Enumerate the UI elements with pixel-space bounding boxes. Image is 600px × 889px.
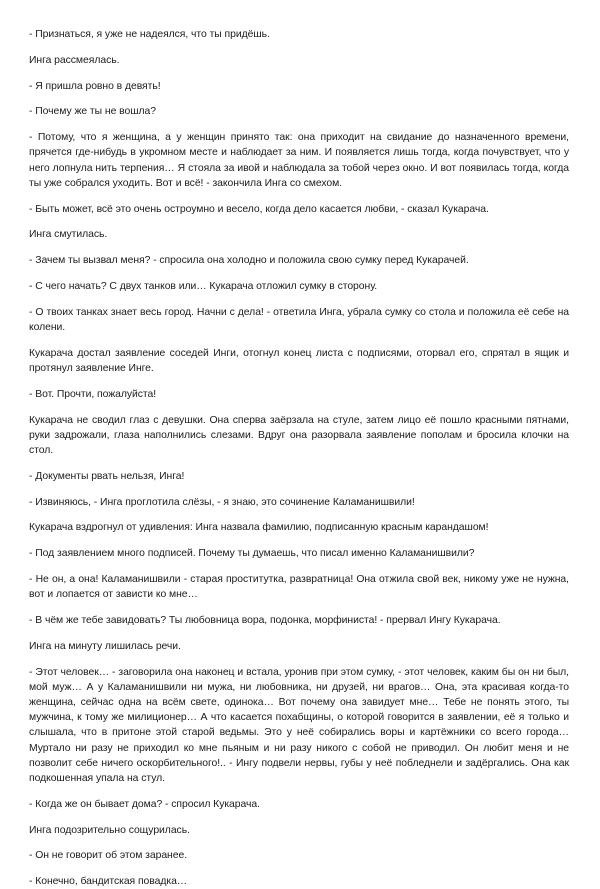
paragraph: Кукарача не сводил глаз с девушки. Она сперва заёрзала на стуле, затем лицо её пошло красными пятнами, руки задрожали, глаза наполнились слезами. Вдруг она разорвала заявление пополам и бросила клочки на стол. [29,414,569,456]
paragraph: - Признаться, я уже не надеялся, что ты придёшь. [29,29,270,40]
paragraph: - Потому, что я женщина, а у женщин принято так: она приходит на свидание до назначенного времени, прячется где-нибудь в укромном месте и наблюдает за ним. И появляется лишь тогда, когда почувствует, что у него лопнула нить терпения… Я стояла за ивой и наблюдала за тобой через окно. И вот появилась тогда, когда ты уже собрался уходить. Вот и всё! - закончила Инга со смехом. [29,132,569,189]
paragraph: - Под заявлением много подписей. Почему ты думаешь, что писал именно Каламанишвили? [29,548,475,560]
paragraph: - Зачем ты вызвал меня? - спросила она холодно и положила свою сумку перед Кукарачей. [29,255,469,267]
paragraph: - Почему же ты не вошла? [29,106,156,118]
paragraph: - Когда же он бывает дома? - спросил Кукарача. [29,798,260,810]
paragraph: - Быть может, всё это очень остроумно и весело, когда дело касается любви, - сказал Кукарача. [29,203,489,215]
paragraph: - Вот. Прочти, пожалуйста! [29,388,157,400]
paragraph: - Он не говорит об этом заранее. [29,850,188,862]
paragraph: - Не он, а она! Каламанишвили - старая проститутка, развратница! Она отжила свой век, никому уже не нужна, вот и лопается от зависти ко мне… [29,573,569,601]
paragraph: Кукарача вздрогнул от удивления: Инга назвала фамилию, подписанную красным карандашом! [29,522,489,534]
paragraph: - В чём же тебе завидовать? Ты любовница вора, подонка, морфиниста! - прервал Ингу Кукарача. [29,614,501,626]
paragraph: - Документы рвать нельзя, Инга! [29,470,185,482]
paragraph: Инга на минуту лишилась речи. [29,640,181,652]
paragraph: - О твоих танках знает весь город. Начни с дела! - ответила Инга, убрала сумку со стола и положила её себе на колени. [29,306,569,333]
paragraph: - Извиняюсь, - Инга проглотила слёзы, - я знаю, это сочинение Каламанишвили! [29,496,415,508]
paragraph: - Я пришла ровно в девять! [29,80,161,92]
paragraph: - Конечно, бандитская повадка… [29,876,188,888]
paragraph: - С чего начать? С двух танков или… Кукарача отложил сумку в сторону. [29,280,378,292]
paragraph: Кукарача достал заявление соседей Инги, отогнул конец листа с подписями, оторвал его, спрятал в ящик и протянул заявление Инге. [29,347,569,374]
paragraph: Инга подозрительно сощурилась. [29,824,190,836]
paragraph: Инга рассмеялась. [29,54,120,66]
paragraph: Инга смутилась. [29,229,108,241]
paragraph: - Этот человек… - заговорила она наконец и встала, уронив при этом сумку, - этот человек, каким бы он ни был, мой муж… А у Каламанишвили ни мужа, ни любовника, ни друзей, ни врагов… Она, эта красивая когда-то женщина, сейчас одна на всём свете, одинока… Вот почему она завидует мне… Тебе не понять этого, ты мужчина, к тому же милиционер… А что касается похабщины, о которой говорится в заявлении, её я только и слышала, что в притоне этой старой ведьмы. Это у неё собирались воры и картёжники со всего города… Муртало ни разу не приходил ко мне пьяным и ни разу никого с собой не приводил. Он любит меня и не позволит себе ничего оскорбительного!.. - Ингу подвели нервы, губы у неё побледнели и задёргались. Она как подкошенная упала на стул. [29,666,569,784]
